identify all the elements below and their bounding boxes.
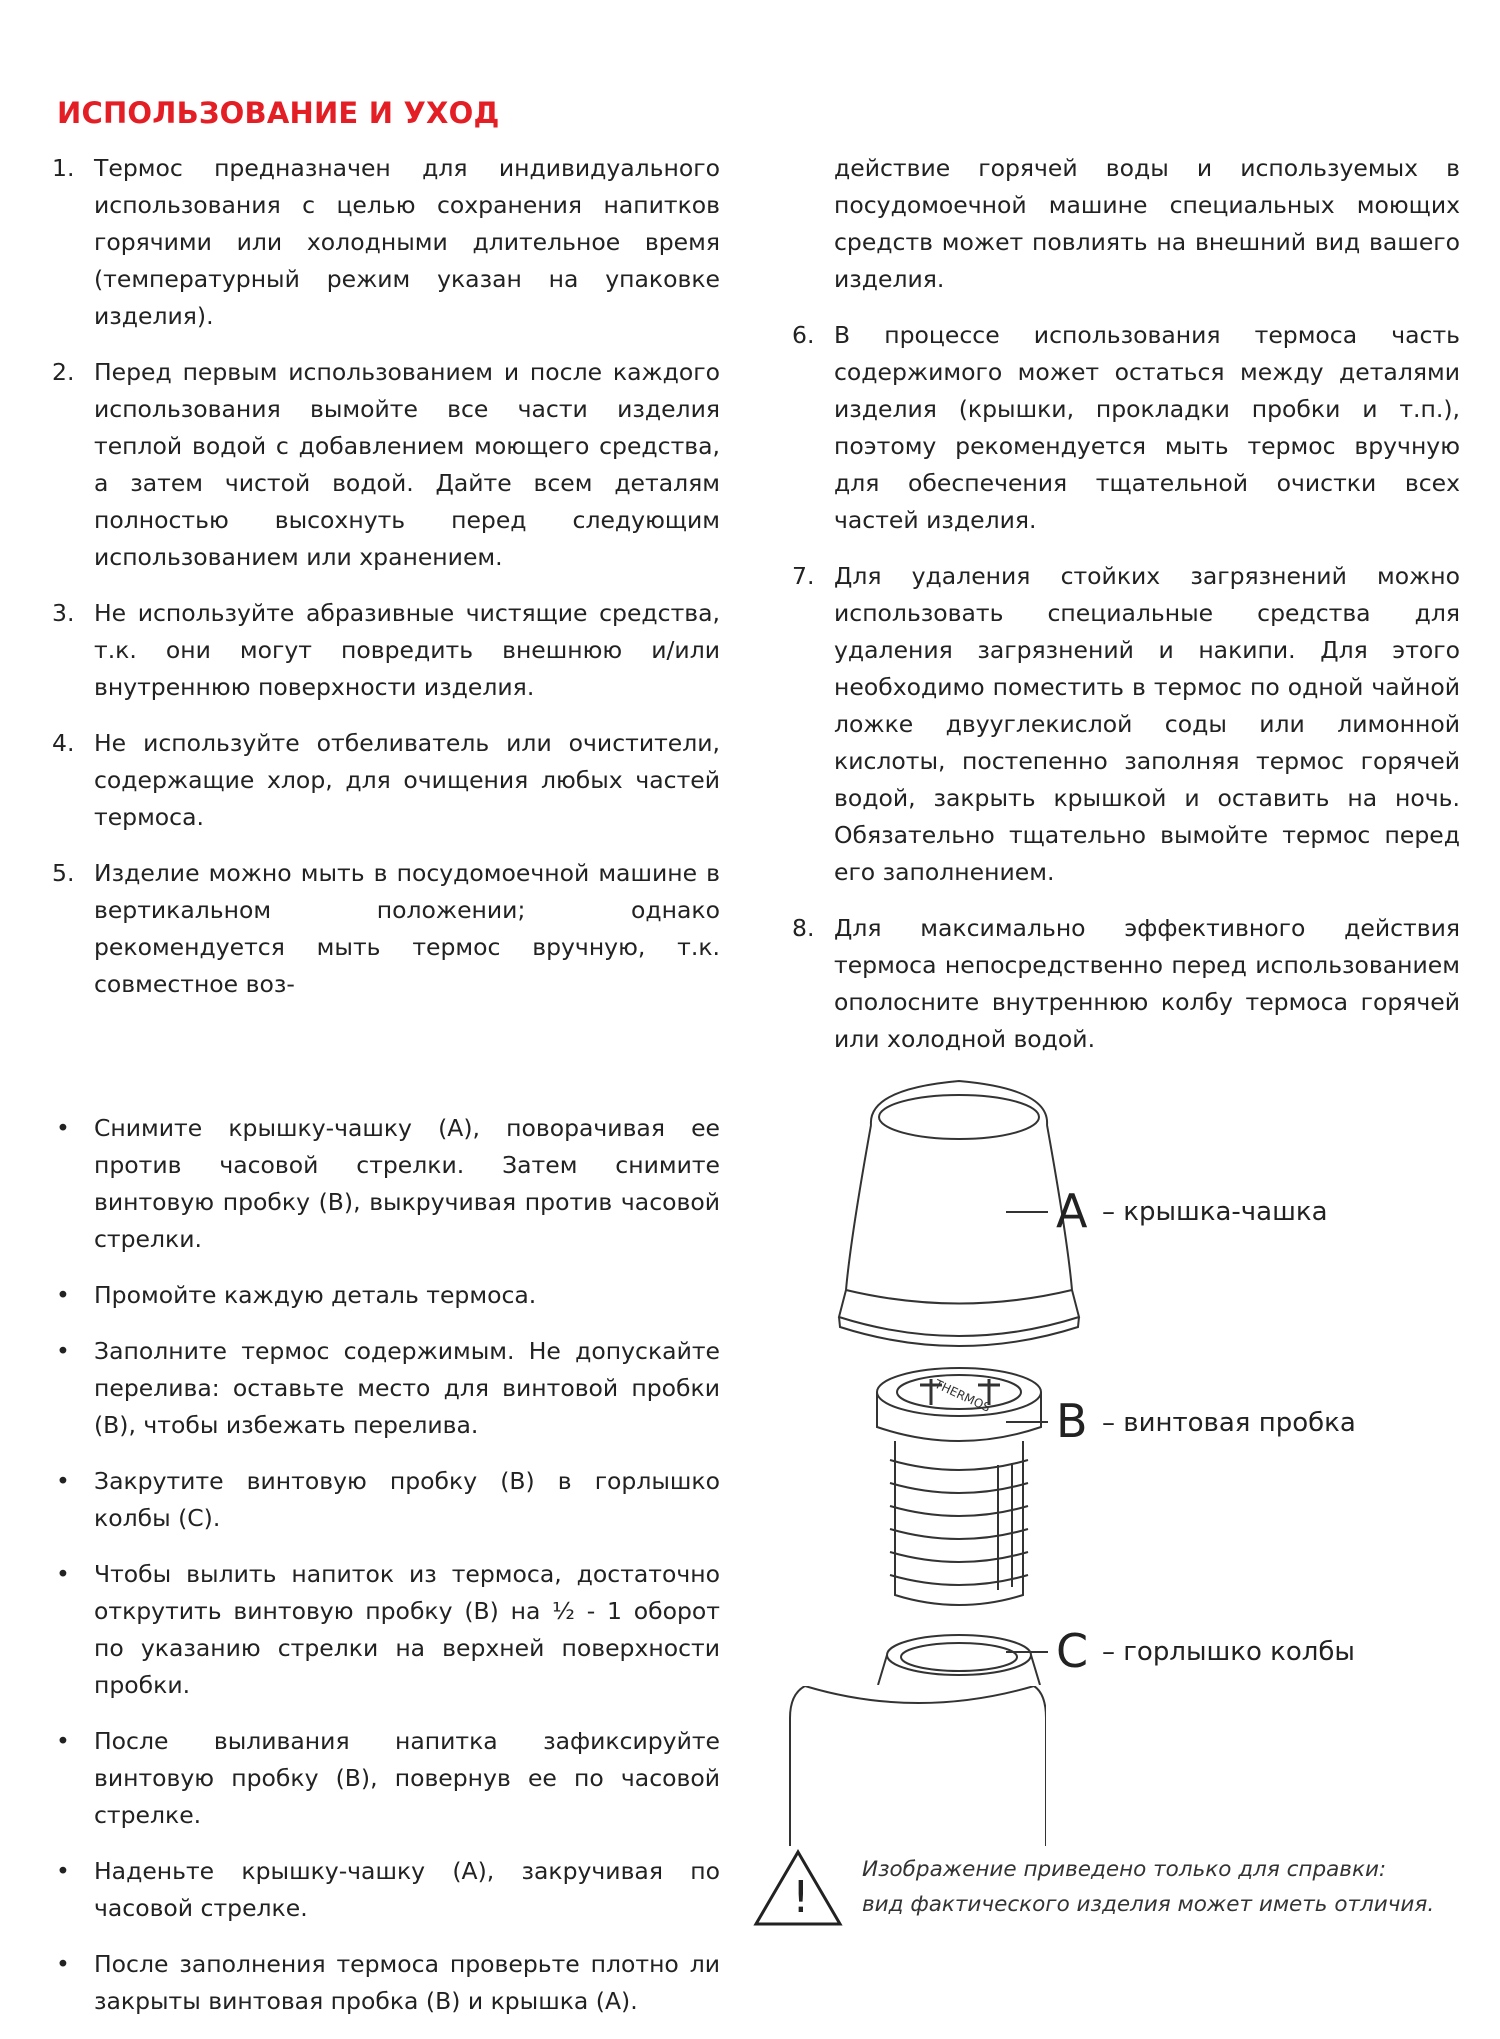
item-number: 3.: [52, 599, 75, 627]
bullet-icon: •: [56, 1467, 70, 1495]
step-text: Чтобы вылить напиток из термоса, достаточно открутить винтовую пробку (B) на ½ - 1 оборот по указанию стрелки на верхней поверхности пробки.: [94, 1560, 720, 1699]
instruction-steps: [52, 1110, 720, 2039]
step-text: После выливания напитка зафиксируйте винтовую пробку (B), повернув ее по часовой стрелке.: [94, 1727, 720, 1829]
screw-stopper-illustration: [877, 1368, 1041, 1605]
right-column: [792, 150, 1460, 1077]
part-letter-b: B: [1056, 1394, 1088, 1448]
step-text: Снимите крышку-чашку (A), поворачивая ее против часовой стрелки. Затем снимите винтовую пробку (B), выкручивая против часовой стрелки.: [94, 1114, 720, 1253]
list-item: [52, 725, 720, 836]
item-5-continuation: действие горячей воды и используемых в посудомоечной машине специальных моющих средств может повлиять на внешний вид вашего изделия.: [834, 154, 1460, 293]
list-item: [792, 558, 1460, 891]
part-letter-a: A: [1056, 1184, 1088, 1238]
bullet-icon: •: [56, 1337, 70, 1365]
item-text: В процессе использования термоса часть содержимого может остаться между деталями изделия (крышки, прокладки пробки и т.п.), поэтому рекомендуется мыть термос вручную для обеспечения тщательной очистки всех частей изделия.: [834, 321, 1460, 534]
step-text: Закрутите винтовую пробку (B) в горлышко колбы (C).: [94, 1467, 720, 1532]
step-item: [52, 1556, 720, 1704]
step-text: После заполнения термоса проверьте плотно ли закрыты винтовая пробка (B) и крышка (A).: [94, 1950, 720, 2015]
bullet-icon: •: [56, 1727, 70, 1755]
disclaimer-line: Изображение приведено только для справки:: [862, 1857, 1387, 1882]
step-item: [52, 1277, 720, 1314]
step-text: Заполните термос содержимым. Не допускайте перелива: оставьте место для винтовой пробки (B), чтобы избежать перелива.: [94, 1337, 720, 1439]
item-number: 6.: [792, 321, 815, 349]
part-label-b: – винтовая пробка: [1102, 1408, 1356, 1438]
flask-body-illustration: [750, 1686, 1046, 1846]
step-item: [52, 1463, 720, 1537]
item-number: 2.: [52, 358, 75, 386]
item-text: Не используйте абразивные чистящие средства, т.к. они могут повредить внешнюю и/или внутреннюю поверхности изделия.: [94, 599, 720, 701]
part-label-c: – горлышко колбы: [1102, 1637, 1355, 1667]
list-item: [52, 855, 720, 1003]
step-item: [52, 1853, 720, 1927]
item-text: Для максимально эффективного действия термоса непосредственно перед использованием ополосните внутреннюю колбу термоса горячей или холодной водой.: [834, 914, 1460, 1053]
left-column: [52, 150, 720, 1022]
item-number: 8.: [792, 914, 815, 942]
step-item: [52, 1946, 720, 2020]
bullet-icon: •: [56, 1281, 70, 1309]
bullet-icon: •: [56, 1950, 70, 1978]
disclaimer-note: [862, 1852, 1462, 1922]
step-item: [52, 1723, 720, 1834]
step-text: Наденьте крышку-чашку (A), закручивая по часовой стрелке.: [94, 1857, 720, 1922]
part-letter-c: C: [1056, 1624, 1089, 1678]
item-text: Перед первым использованием и после каждого использования вымойте все части изделия теплой водой с добавлением моющего средства, а затем чистой водой. Дайте всем деталям полностью высохнуть перед следующим использованием или хранением.: [94, 358, 720, 571]
item-text: Не используйте отбеливатель или очистители, содержащие хлор, для очищения любых частей термоса.: [94, 729, 720, 831]
disclaimer-line: вид фактического изделия может иметь отличия.: [862, 1892, 1435, 1917]
step-item: [52, 1110, 720, 1258]
cup-lid-illustration: [839, 1081, 1079, 1346]
item-number: 1.: [52, 154, 75, 182]
section-heading: ИСПОЛЬЗОВАНИЕ И УХОД: [57, 96, 500, 130]
item-text: Для удаления стойких загрязнений можно использовать специальные средства для удаления загрязнений и накипи. Для этого необходимо поместить в термос по одной чайной ложке двууглекислой соды или лимонной кислоты, постепенно заполняя термос горячей водой, закрыть крышкой и оставить на ночь. Обязательно тщательно вымойте термос перед его заполнением.: [834, 562, 1460, 886]
list-item: [792, 910, 1460, 1058]
list-item: [52, 595, 720, 706]
bullet-icon: •: [56, 1560, 70, 1588]
stopper-brand-text: THERMOS: [932, 1376, 993, 1415]
list-item: [52, 150, 720, 335]
item-text: Изделие можно мыть в посудомоечной машине в вертикальном положении; однако рекомендуется мыть термос вручную, т.к. совместное воз-: [94, 859, 720, 998]
item-number: 4.: [52, 729, 75, 757]
warning-icon: [752, 1848, 844, 1928]
item-number: 5.: [52, 859, 75, 887]
thermos-parts-diagram: [750, 1055, 1460, 1685]
flask-neck-illustration: [878, 1635, 1040, 1685]
list-item: [52, 354, 720, 576]
item-text: Термос предназначен для индивидуального использования с целью сохранения напитков горячими или холодными длительное время (температурный режим указан на упаковке изделия).: [94, 154, 720, 330]
step-item: [52, 1333, 720, 1444]
list-item: [792, 317, 1460, 539]
part-label-a: – крышка-чашка: [1102, 1197, 1328, 1227]
step-text: Промойте каждую деталь термоса.: [94, 1281, 537, 1309]
bullet-icon: •: [56, 1114, 70, 1142]
warning-glyph: !: [792, 1872, 810, 1923]
item-number: 7.: [792, 562, 815, 590]
bullet-icon: •: [56, 1857, 70, 1885]
